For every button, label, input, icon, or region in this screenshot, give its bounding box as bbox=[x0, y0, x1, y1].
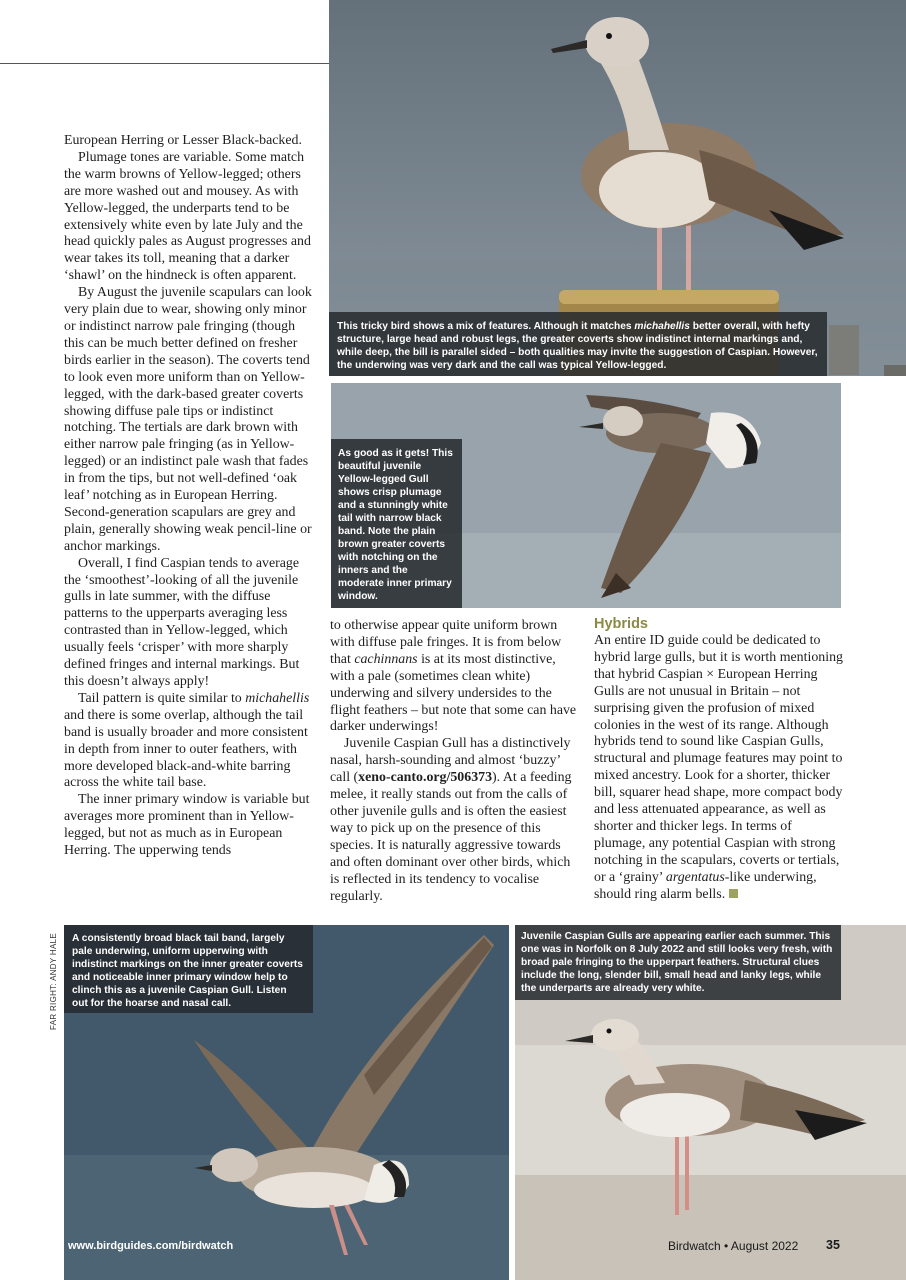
photo-gull-beach bbox=[515, 925, 906, 1280]
section-heading-hybrids: Hybrids bbox=[594, 616, 648, 632]
col1-p5-start: Tail pattern is quite similar to bbox=[78, 690, 246, 706]
col1-p5-italic: michahellis bbox=[245, 690, 310, 706]
end-mark-icon bbox=[729, 889, 738, 898]
col2-p1-end: is at its most distinctive, with a pale (sometimes clean white) underwing and silvery undersides to the flight feathers – but note that some can have darker underwings! bbox=[330, 651, 577, 735]
caption-bottom-right-text: Juvenile Caspian Gulls are appearing earlier each summer. This one was in Norfolk on 8 July 2022 and still looks very fresh, with broad pale fringing to the upperpart feathers. Structural clues include the long, slender bill, small head and lanky legs, while the underparts are already very white. bbox=[521, 931, 833, 994]
caption-flight bbox=[331, 439, 462, 608]
article-column-1 bbox=[64, 133, 316, 860]
col1-paragraph-2: Plumage tones are variable. Some match the warm browns of Yellow-legged; others are more washed out and mousey. As with Yellow-legged, the underparts tend to be extensively white even by late July and the head quickly pales as August progresses and wear takes its toll, meaning that a darker ‘shawl’ on the hindneck is often apparent. bbox=[64, 149, 311, 284]
col3-p1-end: -like underwing, should ring alarm bells. bbox=[594, 869, 817, 902]
col3-paragraph-1 bbox=[594, 633, 844, 904]
col2-p2-start: Juvenile Caspian Gull has a distinctively nasal, harsh-sounding and almost ‘buzzy’ call ( bbox=[330, 736, 571, 786]
footer-url-link[interactable]: www.birdguides.com/birdwatch bbox=[68, 1240, 234, 1252]
col1-paragraph-6: The inner primary window is variable but averages more prominent than in Yellow-legged, but not as much as in European Herring. The upperwing tends bbox=[64, 792, 310, 859]
col1-paragraph-3: By August the juvenile scapulars can look very plain due to wear, showing only minor or indistinct narrow pale fringing (though this can be much better defined on fresher birds earlier in the season). The coverts tend to look even more uniform than on Yellow-legged, with the dark-based greater coverts showing diffuse pale tips or indistinct notching. The tertials are dark brown with either narrow pale fringing (as in Yellow-legged) or an indistinct pale wash that fades in from the tips, but not well-defined ‘oak leaf’ notching as in European Herring. Second-generation scapulars are grey and plain, generally showing weak pencil-line or anchor markings. bbox=[64, 285, 312, 554]
col2-p2-end: ). At a feeding melee, it really stands out from the calls of other juvenile gulls and is often the easiest way to pick up on the presence of this species. It is naturally aggressive towards and often dominant over other birds, which is reflected in its tendency to vocalise regularly. bbox=[330, 770, 572, 904]
col1-p5-end: and there is some overlap, although the tail band is usually broader and more consistent in depth from inner to outer feathers, with more developed black-and-white barring across the white tail base. bbox=[64, 707, 308, 791]
top-rule bbox=[0, 63, 329, 64]
photo-credit: FAR RIGHT: ANDY HALE bbox=[49, 933, 58, 1030]
col3-p1-italic: argentatus bbox=[665, 869, 725, 885]
article-column-3 bbox=[594, 616, 844, 904]
photo-perched-gull bbox=[329, 0, 906, 376]
caption-top-end: better overall, with hefty structure, large head and robust legs, the greater coverts show indistinct internal markings and, while deep, the bill is parallel sided – both qualities may invite the suggestion of Caspian. However, the underwing was very dark and the call was typical Yellow-legged. bbox=[337, 321, 818, 371]
caption-flight-text: As good as it gets! This beautiful juvenile Yellow-legged Gull shows crisp plumage and a stunningly white tail with narrow black band. Note the plain brown greater coverts with notching on the inners and the moderate inner primary window. bbox=[338, 448, 453, 602]
footer-issue: Birdwatch • August 2022 bbox=[668, 1239, 799, 1253]
col1-paragraph-1: European Herring or Lesser Black-backed. bbox=[64, 133, 302, 148]
caption-top-italic: michahellis bbox=[634, 321, 690, 332]
col1-paragraph-4: Overall, I find Caspian tends to average the ‘smoothest’-looking of all the juvenile gulls in late summer, with the diffuse patterns to the upperparts averaging less contrasted than in Yellow-legged, which usually feels ‘crisper’ with more sharply defined fringes and internal markings. But this doesn’t always apply! bbox=[64, 555, 300, 689]
col2-paragraph-2 bbox=[330, 736, 580, 905]
caption-top-start: This tricky bird shows a mix of features. Although it matches bbox=[337, 321, 635, 332]
page-number: 35 bbox=[826, 1238, 840, 1252]
col1-paragraph-5 bbox=[64, 691, 316, 792]
caption-bottom-left-text: A consistently broad black tail band, largely pale underwing, uniform upperwing with indistinct markings on the inner greater coverts and noticeable inner primary window help to clinch this as a juvenile Caspian Gull. Listen out for the hoarse and nasal call. bbox=[72, 933, 303, 1009]
photo-gull-takeoff bbox=[64, 925, 509, 1280]
caption-top bbox=[329, 312, 827, 376]
col2-paragraph-1 bbox=[330, 618, 580, 736]
col3-p1-start: An entire ID guide could be dedicated to hybrid large gulls, but it is worth mentioning that hybrid Caspian × European Herring Gulls are not unusual in Britain – not surprising given the profusion of mixed colonies in the west of its range. Although hybrids tend to sound like Caspian Gulls, structural and plumage features may point to mixed ancestry. Look for a shorter, thicker bill, squarer head shape, more compact body and less attenuated appearance, as well as shorter and thicker legs. In terms of plumage, any potential Caspian with strong notching in the scapulars, coverts or tertials, or a ‘grainy’ bbox=[594, 633, 843, 885]
caption-bottom-right bbox=[515, 925, 841, 1000]
col2-p1-start: to otherwise appear quite uniform brown with diffuse pale fringes. It is from below that bbox=[330, 618, 562, 667]
col2-p1-italic: cachinnans bbox=[354, 651, 418, 667]
photo-flying-gull bbox=[331, 383, 841, 608]
xeno-canto-link[interactable]: xeno-canto.org/506373 bbox=[358, 770, 493, 786]
caption-bottom-left bbox=[64, 925, 313, 1013]
article-column-2 bbox=[330, 618, 580, 905]
